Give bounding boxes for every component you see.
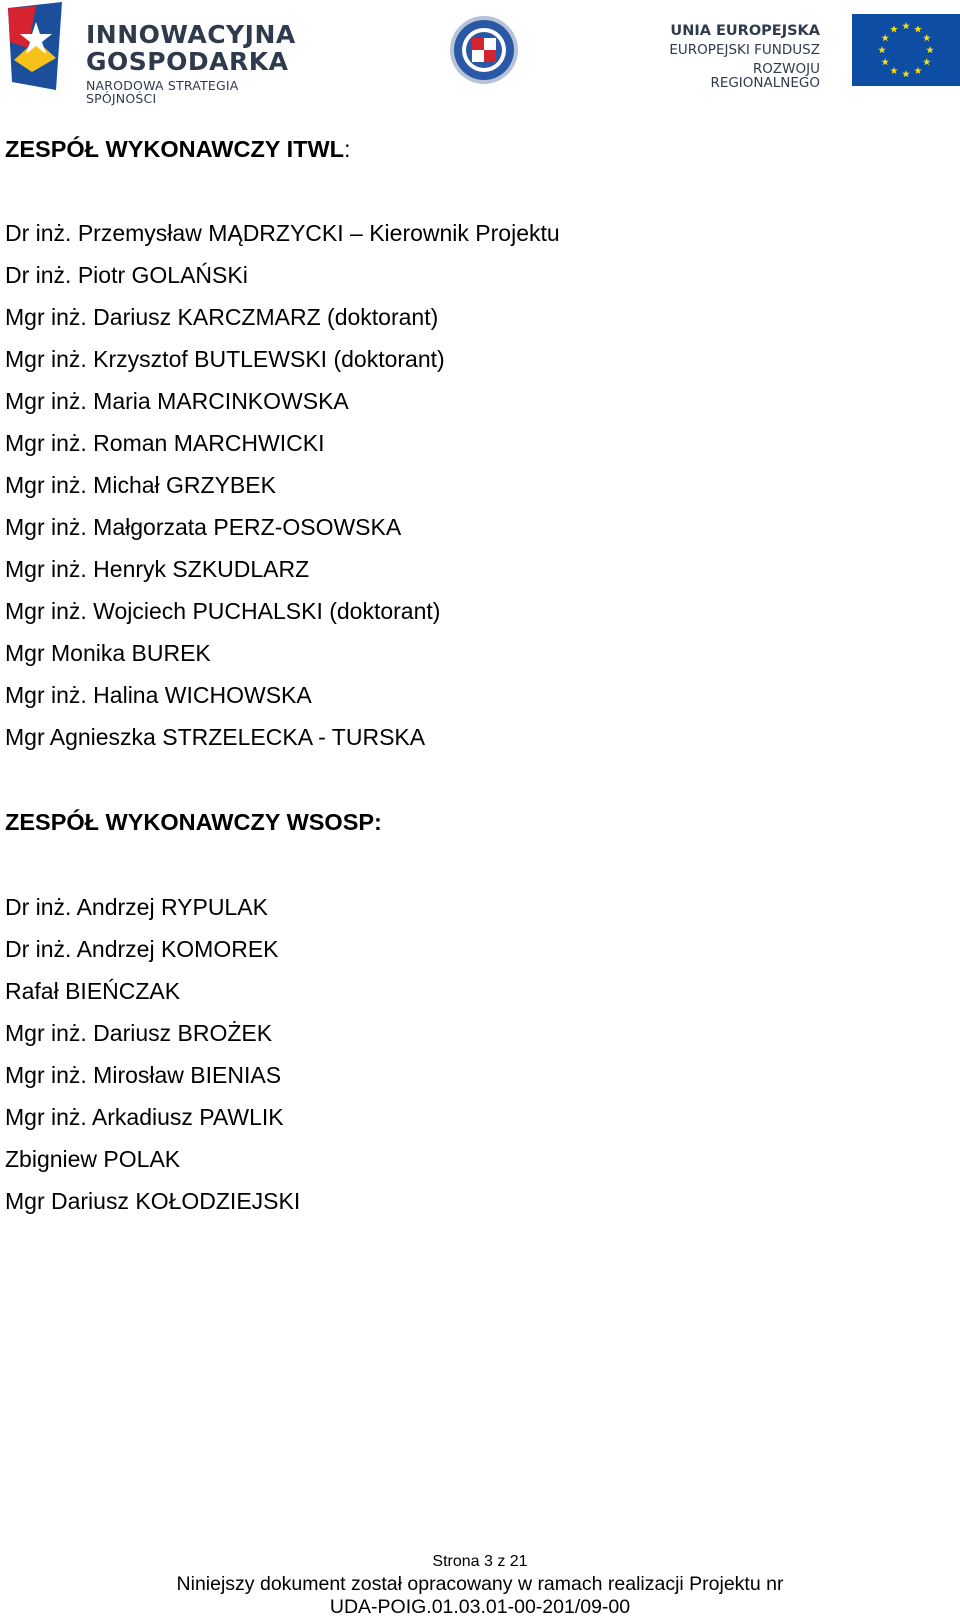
logo-subtitle: NARODOWA STRATEGIA SPÓJNOŚCI: [86, 78, 239, 106]
institute-seal: [448, 14, 520, 86]
member-wsosp-3: Rafał BIEŃCZAK: [5, 978, 181, 1004]
member-itwl-12: Mgr inż. Halina WICHOWSKA: [5, 682, 312, 708]
european-union-logo: [640, 14, 960, 90]
member-wsosp-8: Mgr Dariusz KOŁODZIEJSKI: [5, 1188, 301, 1214]
member-itwl-2: Dr inż. Piotr GOLAŃSKi: [5, 262, 248, 288]
innowacyjna-gospodarka-logo: [6, 2, 306, 106]
logo-title-line1: INNOWACYJNA: [86, 20, 296, 49]
section-heading-itwl: ZESPÓŁ WYKONAWCZY ITWL:: [5, 136, 351, 162]
page-header: [0, 0, 960, 106]
eu-flag-icon: [852, 14, 960, 86]
member-itwl-11: Mgr Monika BUREK: [5, 640, 211, 666]
member-wsosp-1: Dr inż. Andrzej RYPULAK: [5, 894, 268, 920]
eu-fund-line1: EUROPEJSKI FUNDUSZ: [669, 42, 820, 58]
logo-title-line2: GOSPODARKA: [86, 47, 289, 76]
member-itwl-7: Mgr inż. Michał GRZYBEK: [5, 472, 276, 498]
section-heading-wsosp: ZESPÓŁ WYKONAWCZY WSOSP:: [5, 809, 382, 835]
innowacyjna-gospodarka-emblem-icon: [6, 2, 70, 94]
footer-note-line2: UDA-POIG.01.03.01-00-201/09-00: [329, 1596, 631, 1618]
member-itwl-10: Mgr inż. Wojciech PUCHALSKI (doktorant): [5, 598, 441, 624]
member-wsosp-5: Mgr inż. Mirosław BIENIAS: [5, 1062, 282, 1088]
member-wsosp-7: Zbigniew POLAK: [5, 1146, 181, 1172]
footer-note-line1: Niniejszy dokument został opracowany w ramach realizacji Projektu nr: [176, 1573, 784, 1595]
member-wsosp-4: Mgr inż. Dariusz BROŻEK: [5, 1020, 273, 1046]
member-itwl-6: Mgr inż. Roman MARCHWICKI: [5, 430, 325, 456]
member-wsosp-6: Mgr inż. Arkadiusz PAWLIK: [5, 1104, 284, 1130]
seal-icon: [448, 14, 520, 86]
member-itwl-4: Mgr inż. Krzysztof BUTLEWSKI (doktorant): [5, 346, 445, 372]
member-itwl-1: Dr inż. Przemysław MĄDRZYCKI – Kierownik Projektu: [5, 220, 560, 246]
eu-title: UNIA EUROPEJSKA: [670, 23, 820, 39]
member-itwl-3: Mgr inż. Dariusz KARCZMARZ (doktorant): [5, 304, 439, 330]
member-itwl-8: Mgr inż. Małgorzata PERZ-OSOWSKA: [5, 514, 402, 540]
page-number: Strona 3 z 21: [432, 1553, 528, 1570]
footer-note: [0, 1573, 960, 1619]
member-itwl-5: Mgr inż. Maria MARCINKOWSKA: [5, 388, 349, 414]
member-itwl-13: Mgr Agnieszka STRZELECKA - TURSKA: [5, 724, 426, 750]
member-wsosp-2: Dr inż. Andrzej KOMOREK: [5, 936, 279, 962]
eu-fund-line2: ROZWOJU REGIONALNEGO: [710, 61, 820, 91]
member-itwl-9: Mgr inż. Henryk SZKUDLARZ: [5, 556, 310, 582]
